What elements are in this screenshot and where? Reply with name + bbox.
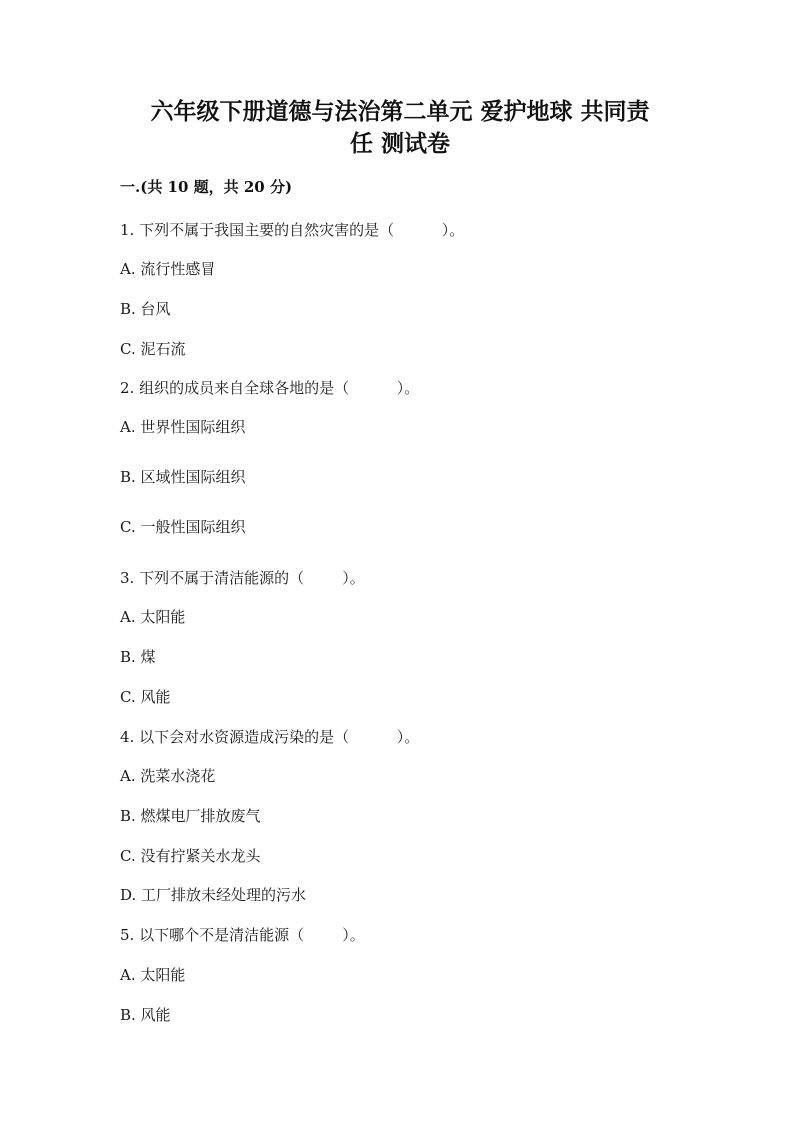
document-title: [110, 96, 690, 160]
question-2-option-b: B. 区域性国际组织: [120, 468, 246, 486]
question-1-option-c: C. 泥石流: [120, 340, 186, 358]
question-5-text: 5. 以下哪个不是清洁能源（ ）。: [120, 926, 365, 944]
document-title-line-1: 六年级下册道德与法治第二单元 爱护地球 共同责: [150, 98, 650, 125]
question-3-option-b: B. 煤: [120, 648, 156, 666]
question-4-option-b: B. 燃煤电厂排放废气: [120, 807, 261, 825]
question-4-text: 4. 以下会对水资源造成污染的是（ ）。: [120, 728, 420, 746]
question-5-option-b: B. 风能: [120, 1006, 171, 1024]
question-1-option-a: A. 流行性感冒: [120, 260, 216, 278]
question-1-option-b: B. 台风: [120, 300, 171, 318]
question-2-text: 2. 组织的成员来自全球各地的是（ ）。: [120, 379, 420, 397]
document-title-line-2: 任 测试卷: [349, 130, 450, 157]
question-2-option-c: C. 一般性国际组织: [120, 518, 246, 536]
question-2-option-a: A. 世界性国际组织: [120, 418, 246, 436]
question-3-text: 3. 下列不属于清洁能源的（ ）。: [120, 569, 365, 587]
question-5-option-a: A. 太阳能: [120, 966, 186, 984]
question-1-text: 1. 下列不属于我国主要的自然灾害的是（ ）。: [120, 221, 465, 239]
question-4-option-c: C. 没有拧紧关水龙头: [120, 847, 261, 865]
question-3-option-c: C. 风能: [120, 688, 171, 706]
question-3-option-a: A. 太阳能: [120, 608, 186, 626]
question-4-option-a: A. 洗菜水浇花: [120, 767, 216, 785]
question-4-option-d: D. 工厂排放未经处理的污水: [120, 886, 307, 904]
section-heading: 一.(共 10 题，共 20 分): [120, 178, 293, 196]
